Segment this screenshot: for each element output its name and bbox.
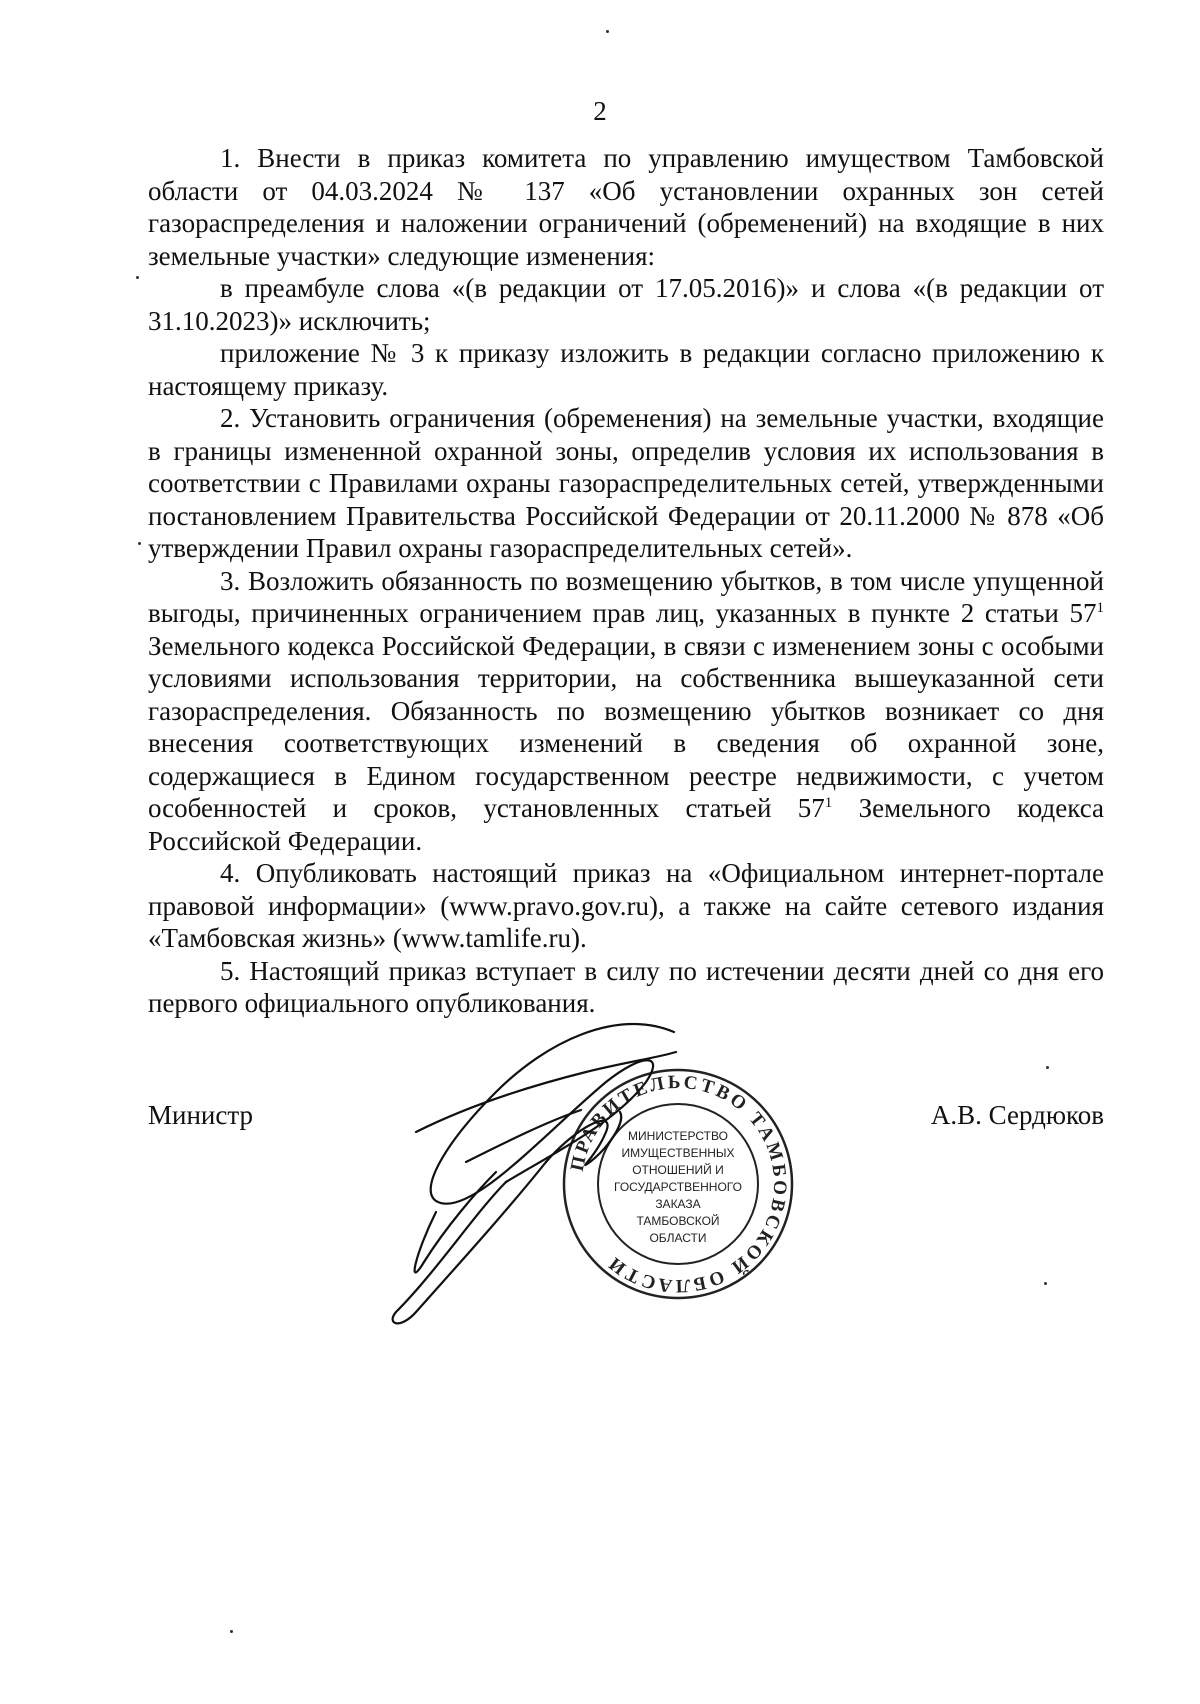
paragraph-2: 2. Установить ограничения (обременения) на земельные участки, входящие в границы измененной охранной зоны, определив условия их использования в соответствии с Правилами охраны газораспределительных сетей, утвержденными постановлением Правительства Российской Федерации от 20.11.2000 № 878 «Об утверждении Правил охраны газораспределительных сетей». [148, 403, 1104, 563]
stamp-line: ЗАКАЗА [655, 1197, 701, 1211]
stamp-ring-text: ПРАВИТЕЛЬСТВО ТАМБОВСКОЙ ОБЛАСТИ [566, 1071, 791, 1297]
handwritten-signature-icon [376, 1012, 736, 1342]
scan-speck [136, 276, 139, 279]
paragraph-3-part1: 3. Возложить обязанность по возмещению убытков, в том числе упущенной выгоды, причиненных ограничением прав лиц, указанных в пункте 2 статьи 57 [148, 565, 1104, 628]
paragraph-1: 1. Внести в приказ комитета по управлению имуществом Тамбовской области от 04.03.2024 № 137 «Об установлении охранных зон сетей газораспределения и наложении ограничений (обременений) на входящие в них земельные участки» следующие изменения: [148, 143, 1104, 271]
stamp-line: ОТНОШЕНИЙ И [632, 1163, 724, 1177]
scan-speck [606, 30, 609, 33]
paragraph-1-preamble: в преамбуле слова «(в редакции от 17.05.2016)» и слова «(в редакции от 31.10.2023)» исключить; [148, 273, 1104, 336]
paragraph-1-appendix: приложение № 3 к приказу изложить в редакции согласно приложению к настоящему приказу. [148, 338, 1104, 401]
stamp-line: ОБЛАСТИ [649, 1231, 707, 1245]
superscript: 1 [824, 795, 833, 811]
stamp-line: ГОСУДАРСТВЕННОГО [614, 1180, 742, 1194]
scan-speck [1046, 1066, 1049, 1069]
stamp-line: ИМУЩЕСТВЕННЫХ [621, 1146, 735, 1160]
superscript: 1 [1096, 600, 1104, 616]
paragraph-3 [148, 565, 1104, 858]
signatory-name: А.В. Сердюков [930, 1100, 1104, 1130]
paragraph-3-part2: Земельного кодекса Российской Федерации, в связи с изменением зоны с особыми условиями использования территории, на собственника вышеуказанной сети газораспределения. Обязанность по возмещению убытков возникает со дня внесения соответствующих изменений в сведения об охранной зоне, содержащиеся в Едином государственном реестре недвижимости, с учетом особенностей и сроков, установленных статьей 57 [148, 630, 1104, 823]
paragraph-4: 4. Опубликовать настоящий приказ на «Официальном интернет-портале правовой информации» (www.pravo.gov.ru), а также на сайте сетевого издания «Тамбовская жизнь» (www.tamlife.ru). [148, 858, 1104, 953]
paragraph-5: 5. Настоящий приказ вступает в силу по истечении десяти дней со дня его первого официального опубликования. [148, 955, 1104, 1018]
signatory-title: Министр [148, 1100, 253, 1130]
scan-speck [230, 1630, 233, 1633]
scan-speck [1044, 1282, 1047, 1285]
document-body [148, 142, 1104, 1020]
stamp-line: ТАМБОВСКОЙ [636, 1214, 720, 1228]
paragraph-3-part3: Земельного кодекса Российской Федерации. [148, 793, 1104, 856]
stamp-line: МИНИСТЕРСТВО [628, 1129, 728, 1143]
scan-speck [138, 542, 141, 545]
page-number: 2 [593, 96, 607, 126]
